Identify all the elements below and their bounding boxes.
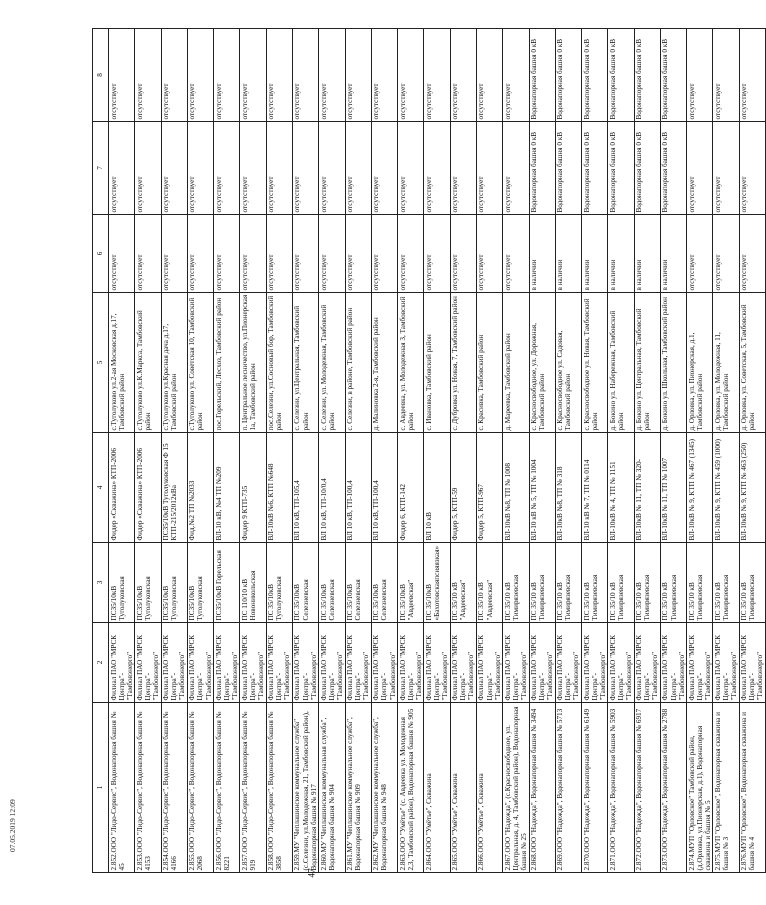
table-cell: д. Бокино ул. Набережная, Тамбовский район — [608, 293, 634, 433]
table-cell: Водонапорная башня 0 кВ — [660, 122, 686, 215]
table-cell: в наличии — [608, 215, 634, 293]
table-cell: 2.862.МУ "Чеплашинское коммунальное служба", Водонапорная башня № 948 — [371, 703, 397, 873]
table-row — [476, 29, 502, 873]
table-cell: 2.864.ООО "Умётье", Скважина — [424, 703, 450, 873]
table-cell: д. Орловка, ул. Молодежная, 11, Тамбовский район — [713, 293, 739, 433]
table-cell: Филиал ПАО "МРСК Центра"-"Тамбовэнерго" — [555, 623, 581, 703]
table-cell: Филиал ПАО "МРСК Центра"-"Тамбовэнерго" — [214, 623, 240, 703]
table-cell: 2.867.ООО "Надежда", (с.Красносвободное, ул. Центральная, д. 4, Тамбовский район), Водонапорная башня № 25 — [503, 703, 529, 873]
table-cell: отсутствует — [240, 122, 266, 215]
table-cell: ПС35/10кВ Туголуковская — [135, 543, 161, 623]
table-cell: ПС 35/10кВ Селезневская — [319, 543, 345, 623]
table-row — [582, 29, 608, 873]
table-cell: Фидер 5, КТП-967 — [476, 433, 502, 543]
table-cell: ПС 35/10кВ Селезневская — [292, 543, 318, 623]
table-cell: Филиал ПАО "МРСК Центра"-"Тамбовэнерго" — [345, 623, 371, 703]
table-cell: Филиал ПАО "МРСК Центра"-"Тамбовэнерго" — [266, 623, 292, 703]
table-cell: отсутствует — [240, 29, 266, 122]
table-cell: отсутствует — [109, 122, 135, 215]
table-cell: отсутствует — [214, 122, 240, 215]
table-cell: Филиал ПАО "МРСК Центра"-"Тамбовэнерго" — [660, 623, 686, 703]
table-cell: Филиал ПАО "МРСК Центра"-"Тамбовэнерго" — [450, 623, 476, 703]
table-cell: Водонапорная башня 0 кВ — [529, 122, 555, 215]
table-row — [398, 29, 424, 873]
table-cell: 2.868.ООО "Надежда", Водонапорная башня № 3494 — [529, 703, 555, 873]
table-cell: 2.855.ООО "Лидо-Сервис", Водонапорная башня № 2068 — [187, 703, 213, 873]
table-cell: отсутствует — [687, 29, 713, 122]
table-row — [187, 29, 213, 873]
table-cell: ПС 35/10кВ "Авдеевская" — [398, 543, 424, 623]
table-cell: ПС35/10кВ Туголуковская — [109, 543, 135, 623]
table-row — [109, 29, 135, 873]
table-row — [529, 29, 555, 873]
table-cell: ВЛ-10 кВ, №4 ТП №209 — [214, 433, 240, 543]
table-cell: Филиал ПАО "МРСК Центра"-"Тамбовэнерго" — [371, 623, 397, 703]
table-cell: отсутствует — [135, 215, 161, 293]
table-cell: отсутствует — [161, 29, 187, 122]
table-cell: 2.860.МУ "Чеплашинская коммунальная служба", Водонапорная башня № 904 — [319, 703, 345, 873]
table-row — [319, 29, 345, 873]
table-cell: отсутствует — [371, 122, 397, 215]
table-cell: ПС35/10кВ Туголуковская — [187, 543, 213, 623]
table-cell: ВЛ 10 кВ, ТП-10/0,4 — [319, 433, 345, 543]
table-cell: 2.857.ООО "Лидо-Сервис", Водонапорная башня № 919 — [240, 703, 266, 873]
table-cell: с. Красносвободное, ул. Дорожная, Тамбовский район — [529, 293, 555, 433]
column-header-3: 3 — [93, 543, 109, 623]
table-cell: отсутствует — [398, 29, 424, 122]
table-cell: Водонапорная башня 0 кВ — [555, 122, 581, 215]
table-cell: Филиал ПАО "МРСК Центра"-"Тамбовэнерго" — [739, 623, 765, 703]
table-cell: с. Селезни, ул. Молодежная, Тамбовский район — [319, 293, 345, 433]
table-cell: 2.863.ООО "Умётье" (с. Авдеевка ул. Молодежная 2,3, Тамбовский район), Водонапорная башня № 905 — [398, 703, 424, 873]
table-cell: 2.872.ООО "Надежда", Водонапорная башня № 6917 — [634, 703, 660, 873]
table-row — [371, 29, 397, 873]
table-row — [450, 29, 476, 873]
column-header-4: 4 — [93, 433, 109, 543]
table-cell: 2.876.МУП "Орловское", Водонапорная скважина и башня № 4 — [739, 703, 765, 873]
table-cell: отсутствует — [187, 29, 213, 122]
table-cell: Филиал ПАО "МРСК Центра"-"Тамбовэнерго" — [424, 623, 450, 703]
table-row — [634, 29, 660, 873]
table-cell: отсутствует — [371, 29, 397, 122]
table-cell: в наличии — [555, 215, 581, 293]
table-cell: с. Дубровка ул. Новая, 7, Тамбовский район — [450, 293, 476, 433]
table-cell: отсутствует — [187, 122, 213, 215]
table-cell: Филиал ПАО "МРСК Центра"-"Тамбовэнерго" — [398, 623, 424, 703]
table-cell: отсутствует — [398, 215, 424, 293]
table-cell: ВЛ-10кВ № 11, ТП № 320- — [634, 433, 660, 543]
table-cell: ВЛ-10кВ № 9, КТП № 459 (1000) — [713, 433, 739, 543]
table-cell: отсутствует — [109, 215, 135, 293]
table-cell: 2.866.ООО "Умётье", Скважина — [476, 703, 502, 873]
table-cell: Филиал ПАО "МРСК Центра"-"Тамбовэнерго" — [503, 623, 529, 703]
table-cell: отсутствует — [135, 122, 161, 215]
table-cell: ВЛ-10кВ № 11, ТП № 1007 — [660, 433, 686, 543]
column-header-8: 8 — [93, 29, 109, 122]
table-cell: ВЛ-10кВ № 9, КТП № 467 (1345) — [687, 433, 713, 543]
table-cell: 2.854.ООО "Лидо-Сервис", Водонапорная башня № 4166 — [161, 703, 187, 873]
table-cell: пос.Селезни, ул.Сосновый бор, Тамбовский район — [266, 293, 292, 433]
table-cell: отсутствует — [319, 215, 345, 293]
header-row — [93, 29, 109, 873]
table-cell: отсутствует — [161, 122, 187, 215]
table-cell: отсутствует — [345, 122, 371, 215]
table-cell: отсутствует — [424, 122, 450, 215]
column-header-6: 6 — [93, 215, 109, 293]
table-cell: 2.852.ООО "Лидо-Сервис", Водонапорная башня № 45 — [109, 703, 135, 873]
table-cell: Филиал ПАО "МРСК Центра"-"Тамбовэнерго" — [529, 623, 555, 703]
table-cell: отсутствует — [345, 29, 371, 122]
table-cell: Филиал ПАО "МРСК Центра"-"Тамбовэнерго" — [319, 623, 345, 703]
table-row — [240, 29, 266, 873]
table-row — [739, 29, 765, 873]
page-number: 47 — [306, 868, 317, 878]
table-cell: ПС 35/10 кВ Тимирязевская — [555, 543, 581, 623]
table-cell: Водонапорная башня 0 кВ — [555, 29, 581, 122]
table-cell: с.Туголуково ул.К.Маркса, Тамбовский район — [135, 293, 161, 433]
table-cell: ПС 110/10 кВ Новоникольская — [240, 543, 266, 623]
table-cell: с. Авдеевка, ул. Молодежная 3, Тамбовский район — [398, 293, 424, 433]
table-cell: д. Бокино ул. Школьная, Тамбовский район — [660, 293, 686, 433]
table-cell: ВЛ-10 кВ № 5, ТП № 1004 — [529, 433, 555, 543]
table-cell: ПС 35/10кВ Селезневская — [345, 543, 371, 623]
table-row — [292, 29, 318, 873]
table-cell: с. Красивка, Тамбовский район — [476, 293, 502, 433]
table-cell: отсутствует — [450, 29, 476, 122]
table-cell: отсутствует — [398, 122, 424, 215]
table-cell: ПС 35/10кВ «Бахотовскаяпсияязкая» — [424, 543, 450, 623]
table-cell: отсутствует — [424, 29, 450, 122]
table-row — [424, 29, 450, 873]
table-cell: д. Мареевка, Тамбовский район — [503, 293, 529, 433]
table-cell: отсутствует — [450, 122, 476, 215]
table-cell: с. Селезни, в районе, Тамбовский район — [345, 293, 371, 433]
table-cell: отсутствует — [687, 122, 713, 215]
table-cell: Филиал ПАО "МРСК Центра"-"Тамбовэнерго" — [608, 623, 634, 703]
table-cell: отсутствует — [266, 29, 292, 122]
table-cell: Филиал ПАО "МРСК Центра"-"Тамбовэнерго" — [582, 623, 608, 703]
column-header-7: 7 — [93, 122, 109, 215]
table-cell: Филиал ПАО "МРСК Центра"-"Тамбовэнерго" — [713, 623, 739, 703]
table-cell: отсутствует — [476, 215, 502, 293]
table-cell: Филиал ПАО "МРСК Центра"-"Тамбовэнерго" — [187, 623, 213, 703]
table-cell: Водонапорная башня 0 кВ — [608, 29, 634, 122]
table-cell: д. Малиновка 2-я, Тамбовский район — [371, 293, 397, 433]
table-row — [214, 29, 240, 873]
table-cell: в наличии — [529, 215, 555, 293]
table-cell: отсутствует — [292, 29, 318, 122]
table-cell: отсутствует — [266, 215, 292, 293]
table-row — [503, 29, 529, 873]
table-cell: ВЛ 10 кВ, ТП-100,4 — [345, 433, 371, 543]
table-cell: 2.853.ООО "Лидо-Сервис", Водонапорная башня № 4153 — [135, 703, 161, 873]
table-cell: в наличии — [634, 215, 660, 293]
table-cell: ПС 35/10 кВ Тимирязевская — [634, 543, 660, 623]
table-cell: д. Орловка, ул. Пионерская, д.1, Тамбовский район — [687, 293, 713, 433]
table-cell: п. Центральное лесничество, ул.Пионерская 1а, Тамбовский район — [240, 293, 266, 433]
table-cell: отсутствует — [292, 122, 318, 215]
footer-stamp: 07.05.2019 12:09 — [8, 799, 17, 852]
table-cell: ПС 35/10 кВ Тимирязевская — [660, 543, 686, 623]
table-cell: ВЛ 10 кВ, ТП-100,4 — [371, 433, 397, 543]
table-cell: Водонапорная башня 0 кВ — [634, 122, 660, 215]
table-cell: Водонапорная башня 0 кВ — [582, 122, 608, 215]
table-cell: Филиал ПАО "МРСК Центра"-"Тамбовэнерго" — [687, 623, 713, 703]
table-cell: с. Селезни, ул.Центральная, Тамбовский район — [292, 293, 318, 433]
table-cell: ПС 35/10 кВ Тимирязевская — [687, 543, 713, 623]
table-cell: ПС 35/10 кВ "Авдеевская" — [450, 543, 476, 623]
table-cell: отсутствует — [739, 215, 765, 293]
table-cell: ПС 35/10кВ Туголуковская — [266, 543, 292, 623]
table-cell: отсутствует — [450, 215, 476, 293]
table-cell: Филиал ПАО "МРСК Центра"-"Тамбовэнерго" — [135, 623, 161, 703]
table-cell: отсутствует — [687, 215, 713, 293]
table-cell: ПС 35/10 кВ Тимирязевская — [713, 543, 739, 623]
table-cell: отсутствует — [135, 29, 161, 122]
table-cell: 2.861.МУ "Чеплашинское коммунальное служба", Водонапорная башня № 909 — [345, 703, 371, 873]
table-cell: ПС35/10кВ Туголуковская — [161, 543, 187, 623]
table-cell: с.Туголуково ул.2-ая Московская д.17, Тамбовский район — [109, 293, 135, 433]
table-cell: Филиал ПАО "МРСК Центра"-"Тамбовэнерго" — [476, 623, 502, 703]
table-cell: с. Красносвободное ул. Садовая, Тамбовский район — [555, 293, 581, 433]
table-cell: Фидер 6, КТП-142 — [398, 433, 424, 543]
column-header-1: 1 — [93, 703, 109, 873]
table-cell: отсутствует — [713, 215, 739, 293]
table-cell: ВЛ 10 кВ — [424, 433, 450, 543]
table-cell: ВЛ-10кВ №8, ТП № 1008 — [503, 433, 529, 543]
column-header-2: 2 — [93, 623, 109, 703]
table-row — [687, 29, 713, 873]
table-row — [345, 29, 371, 873]
table-cell: отсутствует — [503, 122, 529, 215]
table-cell: 2.871.ООО "Надежда", Водонапорная башня № 5903 — [608, 703, 634, 873]
table-cell: в наличии — [582, 215, 608, 293]
table-cell: отсутствует — [240, 215, 266, 293]
table-cell: ВЛ 10 кВ, ТП-105,4 — [292, 433, 318, 543]
table-cell: отсутствует — [161, 215, 187, 293]
rotated-table-container — [92, 29, 765, 873]
table-cell: пос.Горельский, Лесхоз, Тамбовский район — [214, 293, 240, 433]
data-table — [92, 28, 766, 873]
table-cell: д. Бокино ул. Центральная, Тамбовский район — [634, 293, 660, 433]
table-cell: отсутствует — [345, 215, 371, 293]
table-cell: отсутствует — [109, 29, 135, 122]
table-cell: отсутствует — [292, 215, 318, 293]
table-cell: отсутствует — [739, 122, 765, 215]
table-cell: Водонапорная башня 0 кВ — [608, 122, 634, 215]
table-cell: ВЛ-10кВ №6, КТП №648 — [266, 433, 292, 543]
table-cell: отсутствует — [319, 29, 345, 122]
table-cell: 2.875.МУП "Орловское", Водонапорная скважина и башня № 3 — [713, 703, 739, 873]
table-cell: ПС 35/10 кВ Тимирязевская — [608, 543, 634, 623]
table-body — [109, 29, 766, 873]
table-cell: Филиал ПАО "МРСК Центра"-"Тамбовэнерго" — [292, 623, 318, 703]
table-cell: с. Ивановка, Тамбовский район — [424, 293, 450, 433]
table-cell: Водонапорная башня 0 кВ — [582, 29, 608, 122]
table-cell: с. Красносвободное ул. Новая, Тамбовский район — [582, 293, 608, 433]
table-cell: ВЛ-10кВ № 4, ТП № 1151 — [608, 433, 634, 543]
table-cell: Водонапорная башня 0 кВ — [660, 29, 686, 122]
table-cell: отсутствует — [214, 215, 240, 293]
table-cell: с.Туголуково ул.Красная дача д.17, Тамбовский район — [161, 293, 187, 433]
table-cell: ПС 35/10кВ Селезневская — [371, 543, 397, 623]
table-cell: Фидер 5, КТП-59 — [450, 433, 476, 543]
table-row — [555, 29, 581, 873]
table-cell: отсутствует — [503, 215, 529, 293]
table-cell: 2.858.ООО "Лидо-Сервис", Водонапорная башня № 3858 — [266, 703, 292, 873]
table-cell: отсутствует — [713, 29, 739, 122]
table-cell: 2.869.ООО "Надежда", Водонапорная башня № 5713 — [555, 703, 581, 873]
table-cell: ВЛ-10 кВ № 7, ТП № 0114 — [582, 433, 608, 543]
table-cell: ПС35/10кВ Горельская — [214, 543, 240, 623]
table-cell: 2.865.ООО "Умётье", Скважина — [450, 703, 476, 873]
table-cell: ПС 35/10 кВ Тимирязевская — [529, 543, 555, 623]
table-cell: отсутствует — [424, 215, 450, 293]
table-cell: д. Орловка, ул. Советская, 5, Тамбовский район — [739, 293, 765, 433]
table-cell: Фидер «Скважина» КТП-2006 — [135, 433, 161, 543]
table-cell: 2.859.МУ "Чеплашинское коммунальное служба" (с.Селезни, ул.Молодежная, 21, Тамбовский район), Водонапорная башня № 917 — [292, 703, 318, 873]
table-cell: 2.874.МУП "Орловское" Тамбовский район, (д.Орловка, ул.Пионерская, д.1), Водонапорная скважина и башня № 5 — [687, 703, 713, 873]
table-cell: 2.856.ООО "Лидо-Сервис", Водонапорная башня № 8221 — [214, 703, 240, 873]
table-row — [161, 29, 187, 873]
table-cell: ВЛ-10кВ №8, ТП № 318 — [555, 433, 581, 543]
table-cell: ПС35/10кВ Туголуковская Ф 15 КТП-215/2012кВа — [161, 433, 187, 543]
table-cell: 2.870.ООО "Надежда", Водонапорная башня № 6149 — [582, 703, 608, 873]
table-cell: ПС 35/10 кВ "Авдеевская" — [476, 543, 502, 623]
table-row — [660, 29, 686, 873]
table-cell: Филиал ПАО "МРСК Центра"-"Тамбовэнерго" — [240, 623, 266, 703]
table-cell: Водонапорная башня 0 кВ — [634, 29, 660, 122]
table-cell: отсутствует — [476, 122, 502, 215]
table-row — [266, 29, 292, 873]
table-cell: Фид.№2 ТП №2033 — [187, 433, 213, 543]
table-cell: в наличии — [660, 215, 686, 293]
column-header-5: 5 — [93, 293, 109, 433]
table-cell: Филиал ПАО "МРСК Центра"-"Тамбовэнерго" — [109, 623, 135, 703]
table-cell: Фидер 9 КТП-735 — [240, 433, 266, 543]
table-cell: отсутствует — [319, 122, 345, 215]
table-cell: отсутствует — [187, 215, 213, 293]
table-cell: отсутствует — [503, 29, 529, 122]
table-cell: Филиал ПАО "МРСК Центра"-"Тамбовэнерго" — [161, 623, 187, 703]
table-cell: отсутствует — [739, 29, 765, 122]
table-cell: Водонапорная башня 0 кВ — [529, 29, 555, 122]
table-cell: отсутствует — [214, 29, 240, 122]
table-row — [608, 29, 634, 873]
table-cell: отсутствует — [371, 215, 397, 293]
table-cell: отсутствует — [266, 122, 292, 215]
table-cell: ПС 35/10 кВ Тимирязевская — [582, 543, 608, 623]
table-cell: отсутствует — [476, 29, 502, 122]
table-row — [713, 29, 739, 873]
table-cell: ПС 35/10 кВ Тимирязевская — [503, 543, 529, 623]
table-cell: отсутствует — [713, 122, 739, 215]
table-cell: Филиал ПАО "МРСК Центра"-"Тамбовэнерго" — [634, 623, 660, 703]
table-row — [135, 29, 161, 873]
table-cell: Фидер «Скважина» КТП-2006 — [109, 433, 135, 543]
table-cell: 2.873.ООО "Надежда", Водонапорная башня № 2788 — [660, 703, 686, 873]
table-cell: ВЛ-10кВ № 9, КТП № 463 (250) — [739, 433, 765, 543]
table-cell: ПС 35/10 кВ Тимирязевская — [739, 543, 765, 623]
table-cell: с.Туголуково ул. Советская 10, Тамбовский район — [187, 293, 213, 433]
